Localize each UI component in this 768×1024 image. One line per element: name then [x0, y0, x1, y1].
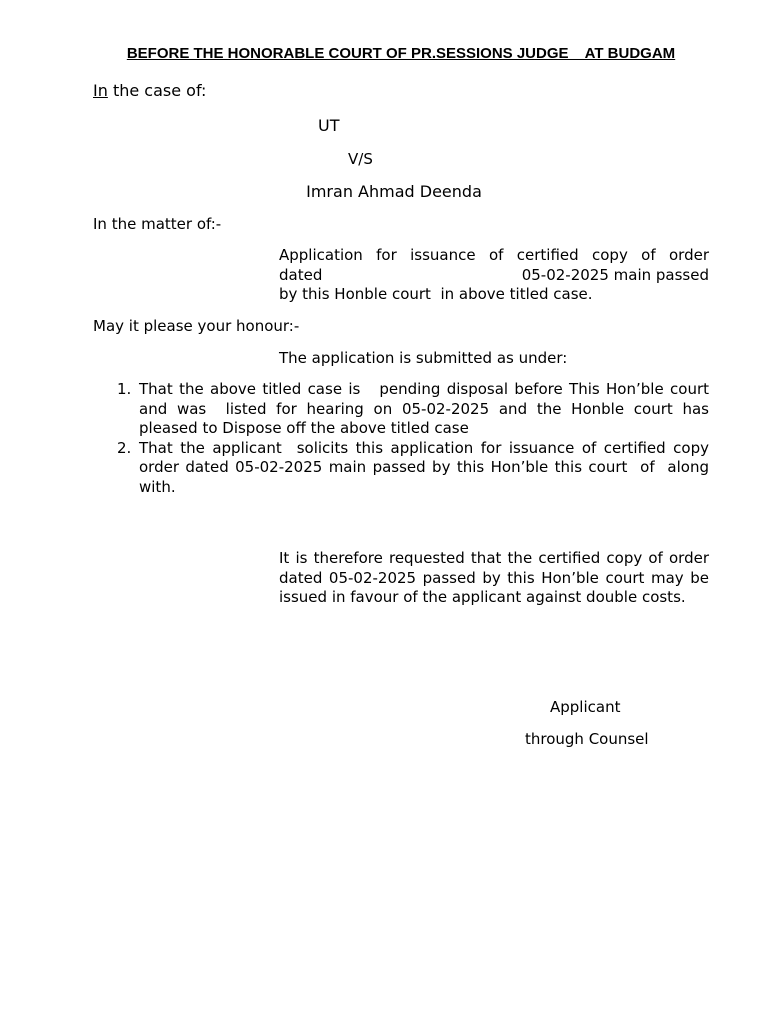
application-description [279, 246, 709, 305]
honour-line: May it please your honour:- [93, 317, 300, 335]
document-title: BEFORE THE HONORABLE COURT OF PR.SESSIONS JUDGE AT BUDGAM [126, 45, 676, 62]
versus-label: V/S [348, 150, 373, 168]
submitted-line: The application is submitted as under: [279, 349, 568, 367]
word: dated [279, 265, 323, 284]
request-paragraph: It is therefore requested that the certified copy of order dated 05-02-2025 passed by this Hon’ble court may be issued in favour of the applicant against double costs. [279, 549, 709, 607]
signature-counsel: through Counsel [525, 730, 649, 748]
word: issuance [410, 246, 476, 264]
word: of [488, 246, 504, 264]
list-text: That the above titled case is pending disposal before This Hon’ble court and was listed for hearing on 05-02-2025 and the Honble court has pleased to Dispose off the above titled case [139, 380, 714, 438]
case-of-prefix: In [93, 81, 108, 100]
petitioner-party: UT [318, 116, 340, 135]
case-of-rest: the case of: [107, 81, 207, 100]
numbered-points [93, 380, 714, 498]
list-item [93, 438, 714, 498]
matter-heading: In the matter of:- [93, 215, 222, 233]
word: for [376, 246, 397, 264]
word: copy [592, 246, 628, 264]
application-description-line1 [279, 246, 709, 266]
list-text: That the applicant solicits this application for issuance of certified copy order dated 05-02-2025 main passed by this Hon’ble this court of along with. [139, 438, 714, 496]
list-number: 2. [117, 438, 132, 457]
word: Application [279, 246, 363, 264]
respondent-party: Imran Ahmad Deenda [306, 182, 482, 201]
application-description-line3: by this Honble court in above titled case. [279, 285, 593, 304]
word: certified [516, 246, 579, 264]
list-item [93, 380, 714, 439]
list-number: 1. [117, 380, 132, 398]
application-description-line2 [279, 266, 709, 286]
order-date-text: 05-02-2025 main passed [521, 265, 709, 284]
word: of [641, 246, 656, 264]
case-of-heading [93, 81, 206, 100]
word: order [668, 246, 709, 264]
signature-applicant: Applicant [550, 698, 621, 716]
